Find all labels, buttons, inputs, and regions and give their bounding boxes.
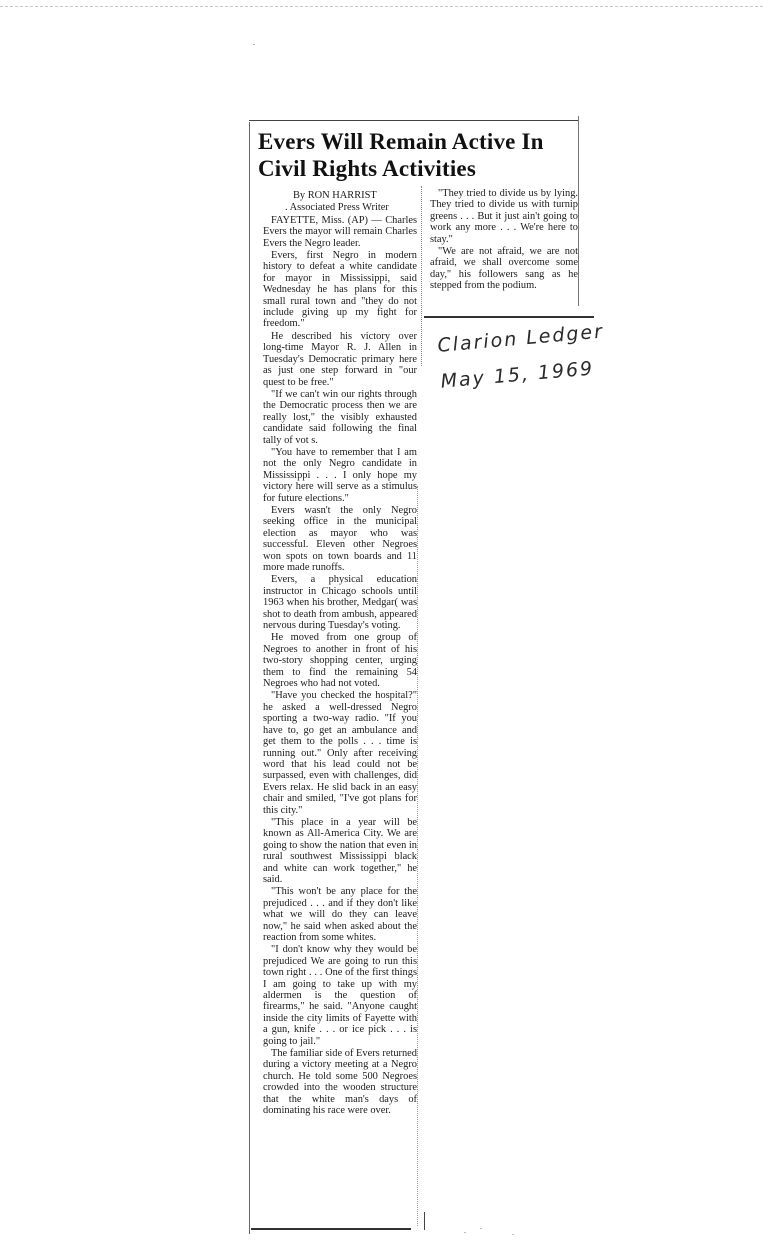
- article-column-right: [430, 188, 578, 293]
- clipping-edge-mark: [424, 1212, 425, 1230]
- handwritten-date: May 15, 1969: [439, 357, 596, 393]
- paragraph: Evers, first Negro in modern history to defeat a white candidate for mayor in Mississippi, said Wednesday he has plans for this small rural town and "they do not include giving up my fight for freedom.": [263, 250, 417, 330]
- paragraph: "I don't know why they would be prejudiced We are going to run this town right . . . One of the first things I am going to take up with my aldermen is the question of firearms," he said. "Anyone caught inside the city limits of Fayette with a gun, knife . . . or ice pick . . . is going to jail.": [263, 944, 417, 1047]
- top-scan-border: [0, 6, 763, 7]
- paragraph: "We are not afraid, we are not afraid, we shall overcome some day," his followers sang as he stepped from the podium.: [430, 246, 578, 292]
- newspaper-clipping: [249, 116, 579, 1234]
- paragraph: FAYETTE, Miss. (AP) — Charles Evers the mayor will remain Charles Evers the Negro leader.: [263, 214, 417, 249]
- article-end-rule: [251, 1228, 411, 1230]
- headline: Evers Will Remain Active In Civil Rights Activities: [258, 129, 544, 181]
- article-column-left: [263, 190, 417, 1118]
- paragraph: The familiar side of Evers returned during a victory meeting at a Negro church. He told some 500 Negroes crowded into the wooden structure that the white man's days of dominating his race were over.: [263, 1048, 417, 1117]
- scan-speck: [480, 1228, 482, 1229]
- paragraph: "You have to remember that I am not the only Negro candidate in Mississippi . . . I only hope my victory here will serve as a stimulus for future elections.": [263, 446, 417, 504]
- wire-credit: . Associated Press Writer: [285, 202, 389, 214]
- scan-speck: [512, 1234, 514, 1235]
- clipping-left-rule: [249, 122, 250, 1234]
- column-divider-lower: [417, 486, 418, 1226]
- column-divider: [421, 186, 422, 366]
- paragraph: He moved from one group of Negroes to another in front of his two-story shopping center, urging them to find the remaining 54 Negroes who had not voted.: [263, 632, 417, 690]
- paragraph: "This place in a year will be known as All-America City. We are going to show the nation that even in rural southwest Mississippi black and white can work together," he said.: [263, 816, 417, 885]
- clipping-right-edge: [578, 116, 579, 306]
- paragraph: Evers wasn't the only Negro seeking office in the municipal election as mayor who was successful. Eleven other Negroes won spots on town boards and 11 more made runoffs.: [263, 504, 417, 573]
- handwritten-publication: Clarion Ledger: [436, 320, 605, 357]
- clipping-top-rule: [249, 120, 579, 121]
- byline: By RON HARRIST: [293, 190, 377, 201]
- paragraph: He described his victory over long-time Mayor R. J. Allen in Tuesday's Democratic primary here as just one step forward in "our quest to be free.": [263, 330, 417, 388]
- paragraph: Evers, a physical education instructor in Chicago schools until 1963 when his brother, Medgar( was shot to death from ambush, appeared nervous during Tuesday's voting.: [263, 574, 417, 632]
- scan-speck: [253, 44, 255, 45]
- paragraph: "They tried to divide us by lying. They tried to divide us with turnip greens . . . But it just ain't going to work any more . . . We're here to stay.": [430, 188, 578, 245]
- paragraph: "Have you checked the hospital?" he asked a well-dressed Negro sporting a two-way radio. "If you have to, go get an ambulance and get them to the polls . . . time is running out." Only after receiving word that his lead could not be surpassed, even with challenges, did Evers relax. He slid back in an easy chair and smiled, "I've got plans for this city.": [263, 690, 417, 816]
- paragraph: "This won't be any place for the prejudiced . . . and if they don't like what we will do they can leave now," he said when asked about the reaction from some whites.: [263, 886, 417, 943]
- scan-speck: [464, 1232, 466, 1233]
- paragraph: "If we can't win our rights through the Democratic process then we are really lost," the visibly exhausted candidate said following the final tally of vot s.: [263, 388, 417, 446]
